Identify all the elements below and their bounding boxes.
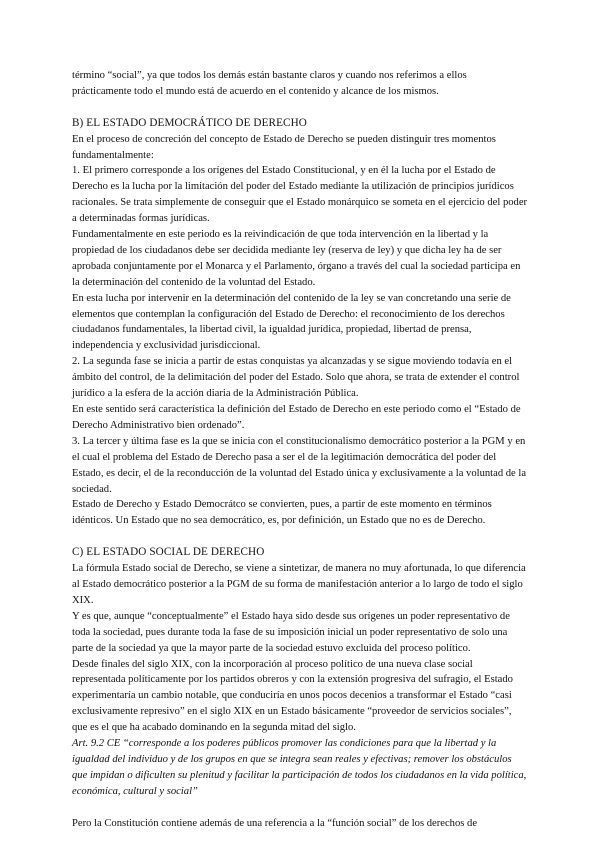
constitution-quote: Art. 9.2 CE “corresponde a los poderes públicos promover las condiciones para que la libertad y la igualdad del individuo y de los grupos en que se integra sean reales y efectivas; remover los obstáculos que impidan o dificulten su plenitud y facilitar la participación de todos los ciudadanos en la vida política, económica, cultural y social” — [72, 738, 527, 797]
document-page — [72, 68, 528, 831]
section-c-paragraph: Y es que, aunque “conceptualmente” el Estado haya sido desde sus orígenes un poder representativo de toda la sociedad, pues durante toda la fase de su imposición inicial un poder representativo de solo una parte de la sociedad ya que la mayor parte de la sociedad estuvo excluida del proceso político. — [72, 610, 510, 654]
section-b-paragraph: En el proceso de concreción del concepto de Estado de Derecho se pueden distinguir tres momentos fundamentalmente: — [72, 133, 496, 161]
closing-paragraph: Pero la Constitución contiene además de una referencia a la “función social” de los derechos de — [72, 817, 478, 829]
section-b-paragraph: 1. El primero corresponde a los orígenes del Estado Constitucional, y en él la lucha por el Estado de Derecho es la lucha por la limitación del poder del Estado mediante la utilización de principios jurídicos racionales. Se trata simplemente de conseguir que el Estado monárquico se someta en el ejercicio del poder a determinadas formas jurídicas. — [72, 165, 528, 225]
section-b-paragraph: 2. La segunda fase se inicia a partir de estas conquistas ya alcanzadas y se sigue moviendo todavía en el ámbito del control, de la delimitación del poder del Estado. Solo que ahora, se trata de extender el control jurídico a la esfera de la acción diaria de la Administración Pública. — [72, 356, 520, 400]
spacer — [72, 800, 528, 816]
intro-paragraph: término “social”, ya que todos los demás están bastante claros y cuando nos referimos a ellos prácticamente todo el mundo está de acuerdo en el contenido y alcance de los mismos. — [72, 70, 467, 97]
section-b-paragraph: 3. La tercer y última fase es la que se inicia con el constitucionalismo democrático posterior a la PGM y en el cual el problema del Estado de Derecho pasa a ser el de la legitimación democrática del poder del Estado, es decir, el de la reconducción de la voluntad del Estado única y exclusivamente a la voluntad de la sociedad. — [72, 435, 527, 495]
section-c-paragraph: Desde finales del siglo XIX, con la incorporación al proceso político de una nueva clase social representada políticamente por los partidos obreros y con la extensión progresiva del sufragio, el Estado experimentaría un cambio notable, que conduciría en unos pocos decenios a transformar el Estado “casi exclusivamente represivo” en el siglo XIX en un Estado básicamente “proveedor de servicios sociales”, que es el que ha acabado dominando en la segunda mitad del siglo. — [72, 658, 513, 734]
section-b-heading: B) EL ESTADO DEMOCRÁTICO DE DERECHO — [72, 116, 307, 129]
spacer — [72, 529, 528, 545]
spacer — [72, 100, 528, 116]
section-b-paragraph: Fundamentalmente en este periodo es la reivindicación de que toda intervención en la libertad y la propiedad de los ciudadanos debe ser decidida mediante ley (reserva de ley) y que dicha ley ha de ser aprobada conjuntamente por el Monarca y el Parlamento, órgano a través del cual la sociedad participa en la determinación del contenido de la voluntad del Estado. — [72, 229, 521, 288]
section-c-heading: C) EL ESTADO SOCIAL DE DERECHO — [72, 546, 265, 559]
section-c-paragraph: La fórmula Estado social de Derecho, se viene a sintetizar, de manera no muy afortunada, lo que diferencia al Estado democrático posterior a la PGM de su forma de manifestación anterior a lo largo de todo el siglo XIX. — [72, 563, 526, 606]
section-b-paragraph: Estado de Derecho y Estado Democrátco se convierten, pues, a partir de este momento en términos idénticos. Un Estado que no sea democrático, es, por definición, un Estado que no es de Derecho. — [72, 499, 492, 527]
section-b-paragraph: En este sentido será característica la definición del Estado de Derecho en este periodo como el “Estado de Derecho Administrativo bien ordenado”. — [72, 404, 521, 431]
section-b-paragraph: En esta lucha por intervenir en la determinación del contenido de la ley se van concretando una serie de elementos que contemplan la configuración del Estado de Derecho: el reconocimiento de los derechos ciudadanos fundamentales, la libertad civil, la igualdad jurídica, propiedad, libertad de prensa, independencia y exclusividad jurisdiccional. — [72, 292, 511, 352]
